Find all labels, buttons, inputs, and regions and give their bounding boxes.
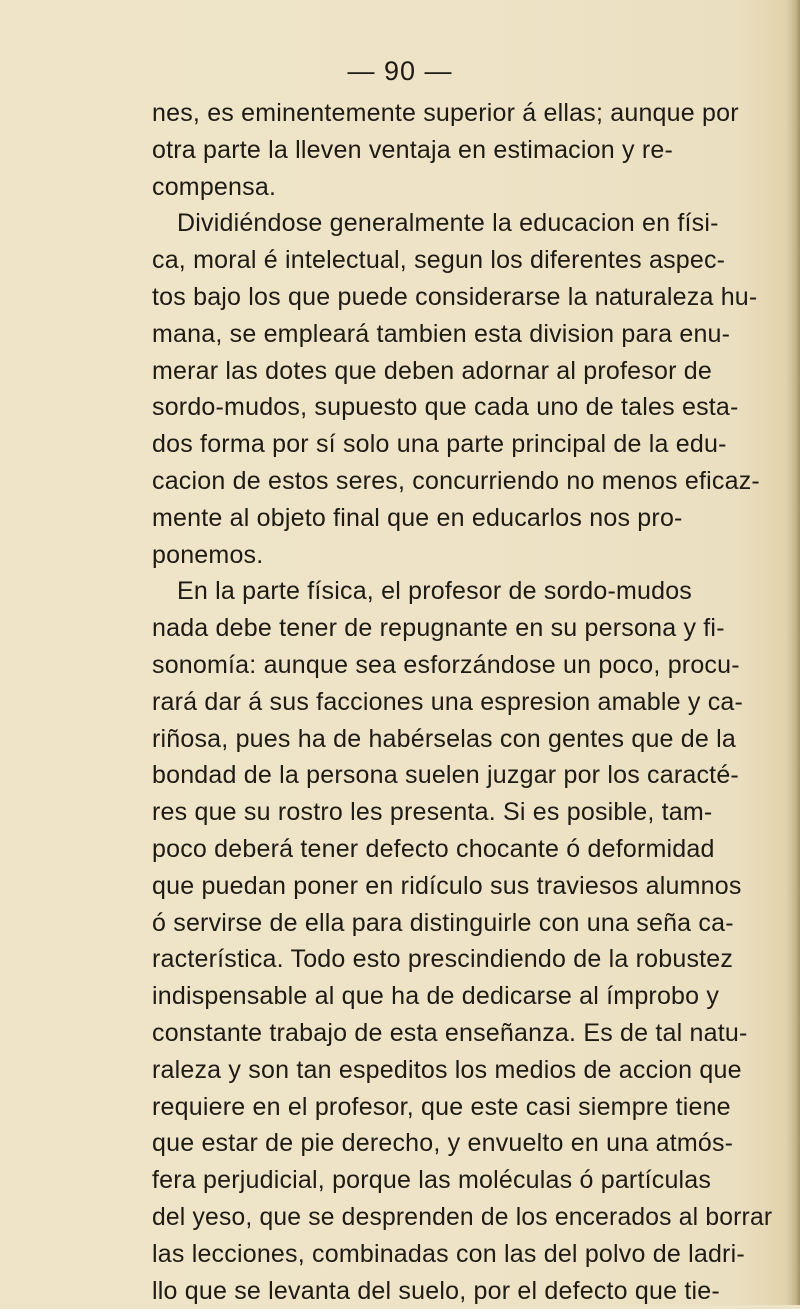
text-line: fera perjudicial, porque las moléculas ó partículas (152, 1162, 711, 1199)
body-text (152, 95, 772, 1309)
text-line: riñosa, pues ha de habérselas con gentes que de la (152, 721, 736, 758)
text-line: las lecciones, combinadas con las del polvo de ladri- (152, 1236, 745, 1273)
text-line: dos forma por sí solo una parte principal de la edu- (152, 426, 727, 463)
text-line: compensa. (152, 169, 276, 206)
text-line: del yeso, que se desprenden de los encerados al borrar (152, 1199, 772, 1236)
text-line: nada debe tener de repugnante en su persona y fi- (152, 610, 725, 647)
text-line: raleza y son tan espeditos los medios de accion que (152, 1052, 742, 1089)
text-line: En la parte física, el profesor de sordo-mudos (152, 573, 692, 610)
text-line: Dividiéndose generalmente la educacion en físi- (152, 205, 719, 242)
text-line: ó servirse de ella para distinguirle con una seña ca- (152, 905, 734, 942)
page-number: — 90 — (0, 56, 800, 87)
text-line: indispensable al que ha de dedicarse al ímprobo y (152, 978, 719, 1015)
text-line: bondad de la persona suelen juzgar por los caracté- (152, 757, 739, 794)
text-line: mente al objeto final que en educarlos nos pro- (152, 500, 683, 537)
text-line: rará dar á sus facciones una espresion amable y ca- (152, 684, 743, 721)
text-line: poco deberá tener defecto chocante ó deformidad (152, 831, 715, 868)
text-line: tos bajo los que puede considerarse la naturaleza hu- (152, 279, 757, 316)
text-line: sonomía: aunque sea esforzándose un poco, procu- (152, 647, 740, 684)
text-line: requiere en el profesor, que este casi siempre tiene (152, 1089, 731, 1126)
text-line: racterística. Todo esto prescindiendo de la robustez (152, 941, 733, 978)
text-line: ca, moral é intelectual, segun los diferentes aspec- (152, 242, 725, 279)
page-edge-shadow (786, 0, 800, 1305)
text-line: otra parte la lleven ventaja en estimacion y re- (152, 132, 673, 169)
text-line: res que su rostro les presenta. Si es posible, tam- (152, 794, 712, 831)
text-line: cacion de estos seres, concurriendo no menos eficaz- (152, 463, 760, 500)
text-line: merar las dotes que deben adornar al profesor de (152, 353, 712, 390)
text-line: nes, es eminentemente superior á ellas; aunque por (152, 95, 739, 132)
text-line: sordo-mudos, supuesto que cada uno de tales esta- (152, 389, 739, 426)
text-line: que puedan poner en ridículo sus traviesos alumnos (152, 868, 742, 905)
text-line: mana, se empleará tambien esta division para enu- (152, 316, 730, 353)
text-line: ponemos. (152, 537, 263, 574)
text-line: constante trabajo de esta enseñanza. Es de tal natu- (152, 1015, 748, 1052)
text-line: que estar de pie derecho, y envuelto en una atmós- (152, 1125, 733, 1162)
text-line: llo que se levanta del suelo, por el defecto que tie- (152, 1273, 720, 1309)
